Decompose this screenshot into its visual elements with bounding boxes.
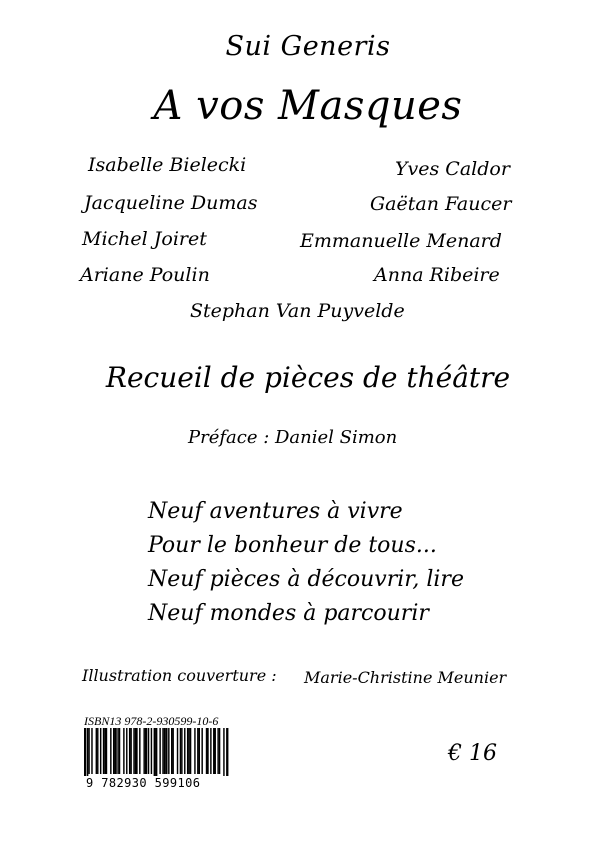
price: € 16 bbox=[448, 741, 497, 766]
illustration-artist: Marie-Christine Meunier bbox=[304, 668, 507, 687]
barcode-bars bbox=[82, 728, 230, 776]
barcode-bar bbox=[114, 728, 116, 774]
barcode-bar bbox=[207, 728, 208, 774]
barcode-bar bbox=[194, 728, 195, 774]
author-name: Jacqueline Dumas bbox=[84, 192, 258, 214]
illustration-label: Illustration couverture : bbox=[82, 666, 277, 685]
barcode-bar bbox=[217, 728, 218, 774]
barcode-bar bbox=[213, 728, 214, 774]
book-title: A vos Masques bbox=[153, 83, 463, 129]
barcode-bar bbox=[110, 728, 111, 774]
author-name: Emmanuelle Menard bbox=[300, 230, 502, 252]
barcode-digits: 9 782930 599106 bbox=[84, 776, 234, 790]
barcode-bar bbox=[129, 728, 130, 774]
barcode-bar bbox=[117, 728, 118, 774]
barcode-bar bbox=[187, 728, 188, 774]
barcode-bar bbox=[197, 728, 198, 774]
barcode-bar bbox=[215, 728, 216, 774]
barcode-bar bbox=[139, 728, 140, 774]
barcode-bar bbox=[143, 728, 144, 774]
tagline-line: Pour le bonheur de tous... bbox=[148, 533, 437, 558]
barcode-bar bbox=[201, 728, 202, 774]
barcode-bar bbox=[126, 728, 127, 774]
barcode-bar bbox=[113, 728, 114, 774]
author-name: Yves Caldor bbox=[395, 158, 510, 180]
barcode-bar bbox=[100, 728, 101, 774]
author-name: Anna Ribeire bbox=[374, 264, 500, 286]
barcode-bar bbox=[180, 728, 181, 774]
barcode-bar bbox=[181, 728, 182, 774]
barcode-bar bbox=[164, 728, 165, 774]
barcode-bar bbox=[155, 728, 157, 776]
barcode-bar bbox=[223, 728, 224, 776]
author-name: Michel Joiret bbox=[82, 228, 207, 250]
barcode-bar bbox=[226, 728, 228, 776]
tagline-block bbox=[148, 495, 464, 631]
barcode-bar bbox=[188, 728, 189, 774]
preface-credit: Préface : Daniel Simon bbox=[188, 427, 398, 448]
barcode-bar bbox=[190, 728, 191, 774]
barcode-bar bbox=[106, 728, 107, 774]
barcode-bar bbox=[162, 728, 163, 774]
barcode-bar bbox=[84, 728, 86, 776]
barcode-bar bbox=[210, 728, 211, 774]
publisher-name: Sui Generis bbox=[225, 31, 391, 62]
author-name: Stephan Van Puyvelde bbox=[190, 300, 405, 322]
barcode-bar bbox=[123, 728, 124, 774]
barcode-bar bbox=[97, 728, 98, 774]
barcode-bar bbox=[136, 728, 137, 774]
barcode-bar bbox=[103, 728, 104, 774]
barcode-bar bbox=[177, 728, 178, 774]
barcode-bar bbox=[159, 728, 160, 774]
tagline-line: Neuf mondes à parcourir bbox=[148, 601, 429, 626]
barcode-bar bbox=[130, 728, 131, 774]
barcode-bar bbox=[87, 728, 88, 776]
barcode-bar bbox=[165, 728, 167, 774]
barcode-bar bbox=[133, 728, 134, 774]
book-subtitle: Recueil de pièces de théâtre bbox=[105, 361, 511, 394]
barcode-bar bbox=[119, 728, 120, 774]
barcode-bar bbox=[171, 728, 172, 774]
barcode-bar bbox=[199, 728, 200, 774]
barcode-bar bbox=[148, 728, 149, 774]
author-name: Gaëtan Faucer bbox=[370, 193, 512, 215]
tagline-line: Neuf aventures à vivre bbox=[148, 499, 403, 524]
barcode-bar bbox=[184, 728, 185, 774]
barcode-bar bbox=[154, 728, 155, 776]
author-name: Ariane Poulin bbox=[80, 264, 210, 286]
barcode-bar bbox=[168, 728, 169, 774]
barcode-bar bbox=[88, 728, 89, 774]
isbn-label: ISBN13 978-2-930599-10-6 bbox=[84, 714, 219, 728]
barcode-bar bbox=[151, 728, 152, 774]
author-name: Isabelle Bielecki bbox=[88, 154, 247, 176]
barcode-bar bbox=[172, 728, 173, 774]
barcode-bar bbox=[145, 728, 147, 774]
barcode-bar bbox=[91, 728, 92, 774]
barcode-bar bbox=[219, 728, 220, 774]
tagline-line: Neuf pièces à découvrir, lire bbox=[148, 567, 464, 592]
barcode-bar bbox=[96, 728, 97, 774]
